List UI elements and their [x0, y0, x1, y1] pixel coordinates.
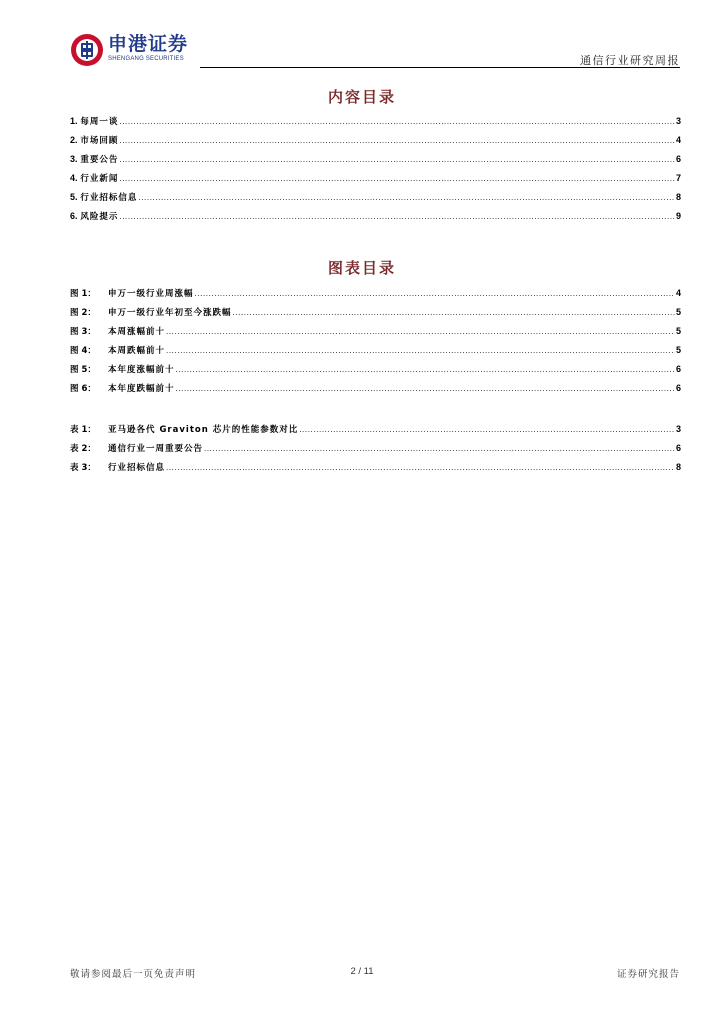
- toc-title: 内容目录: [327, 88, 396, 106]
- figure-entry-page: 5: [675, 326, 681, 336]
- figure-entry-page: 5: [675, 345, 681, 355]
- toc-entry-label: 重要公告: [80, 155, 119, 165]
- footer-disclaimer: 敬请参阅最后一页免责声明: [70, 969, 197, 980]
- leader-dots: [119, 212, 675, 221]
- toc-entry-label: 行业新闻: [80, 174, 119, 184]
- figure-entry[interactable]: [70, 325, 681, 344]
- figure-entry-label: 本年度跌幅前十: [108, 384, 175, 394]
- figure-entry-label: 申万一级行业周涨幅: [108, 289, 194, 299]
- figure-entry[interactable]: [70, 363, 681, 382]
- company-name-cn: 申港证券: [108, 33, 189, 55]
- table-entry-label: 亚马逊各代 Graviton 芯片的性能参数对比: [108, 425, 299, 435]
- figure-entry-number: 图 3：: [70, 327, 96, 337]
- figure-list: [70, 287, 681, 401]
- footer-report-label: 证券研究报告: [616, 969, 680, 980]
- table-entry[interactable]: [70, 442, 681, 461]
- table-entry-label: 行业招标信息: [108, 463, 166, 473]
- toc-entry[interactable]: [70, 210, 681, 229]
- toc-entry[interactable]: [70, 134, 681, 153]
- leader-dots: [166, 346, 675, 355]
- figure-entry-label: 本年度涨幅前十: [108, 365, 175, 375]
- leader-dots: [166, 463, 675, 472]
- figure-entry-number: 图 6：: [70, 384, 96, 394]
- figure-entry-label: 本周跌幅前十: [108, 346, 166, 356]
- figure-entry-label: 本周涨幅前十: [108, 327, 166, 337]
- table-entry-page: 6: [675, 443, 681, 453]
- leader-dots: [233, 308, 675, 317]
- page-indicator: 2 / 11: [350, 966, 374, 977]
- figure-entry[interactable]: [70, 287, 681, 306]
- toc-entry-number: 3.: [70, 154, 78, 164]
- toc-entry-label: 行业招标信息: [80, 193, 138, 203]
- toc-entry-page: 4: [675, 135, 681, 145]
- table-entry[interactable]: [70, 423, 681, 442]
- leader-dots: [119, 136, 675, 145]
- table-entry-number: 表 2：: [70, 444, 96, 454]
- report-type: 通信行业研究周报: [580, 54, 680, 67]
- toc-entry[interactable]: [70, 115, 681, 134]
- figure-entry-number: 图 2：: [70, 308, 96, 318]
- toc-entry-label: 市场回顾: [80, 136, 119, 146]
- toc-entry-label: 风险提示: [80, 212, 119, 222]
- figures-title: 图表目录: [327, 259, 396, 277]
- figure-entry-label: 申万一级行业年初至今涨跌幅: [108, 308, 232, 318]
- company-logo: [70, 33, 188, 69]
- toc-entry[interactable]: [70, 153, 681, 172]
- figure-entry-number: 图 5：: [70, 365, 96, 375]
- company-name-en: SHENGANG SECURITIES: [108, 56, 184, 62]
- table-entry-page: 8: [675, 462, 681, 472]
- toc-entry-page: 7: [675, 173, 681, 183]
- header-divider: [200, 67, 680, 68]
- figure-entry[interactable]: [70, 382, 681, 401]
- leader-dots: [204, 444, 675, 453]
- toc-entry[interactable]: [70, 172, 681, 191]
- figure-entry-number: 图 4：: [70, 346, 96, 356]
- toc-entry-number: 4.: [70, 173, 78, 183]
- figure-entry-page: 4: [675, 288, 681, 298]
- toc-entry-number: 1.: [70, 116, 78, 126]
- figure-entry[interactable]: [70, 344, 681, 363]
- figure-entry[interactable]: [70, 306, 681, 325]
- table-entry-number: 表 3：: [70, 463, 96, 473]
- table-entry[interactable]: [70, 461, 681, 480]
- leader-dots: [176, 365, 675, 374]
- leader-dots: [166, 327, 675, 336]
- leader-dots: [119, 174, 675, 183]
- figure-entry-page: 6: [675, 383, 681, 393]
- leader-dots: [119, 155, 675, 164]
- figure-entry-page: 5: [675, 307, 681, 317]
- toc-entry-page: 8: [675, 192, 681, 202]
- toc-entry-label: 每周一谈: [80, 117, 119, 127]
- toc-entry-number: 6.: [70, 211, 78, 221]
- toc-entry[interactable]: [70, 191, 681, 210]
- leader-dots: [138, 193, 675, 202]
- table-entry-label: 通信行业一周重要公告: [108, 444, 204, 454]
- leader-dots: [176, 384, 675, 393]
- leader-dots: [195, 289, 675, 298]
- toc-list: [70, 115, 681, 229]
- leader-dots: [299, 425, 675, 434]
- toc-entry-number: 5.: [70, 192, 78, 202]
- table-entry-page: 3: [675, 424, 681, 434]
- logo-mark-icon: [70, 33, 104, 67]
- toc-entry-page: 3: [675, 116, 681, 126]
- toc-entry-number: 2.: [70, 135, 78, 145]
- toc-entry-page: 9: [675, 211, 681, 221]
- table-entry-number: 表 1：: [70, 425, 96, 435]
- toc-entry-page: 6: [675, 154, 681, 164]
- figure-entry-number: 图 1：: [70, 289, 96, 299]
- figure-entry-page: 6: [675, 364, 681, 374]
- leader-dots: [119, 117, 675, 126]
- table-list: [70, 423, 681, 480]
